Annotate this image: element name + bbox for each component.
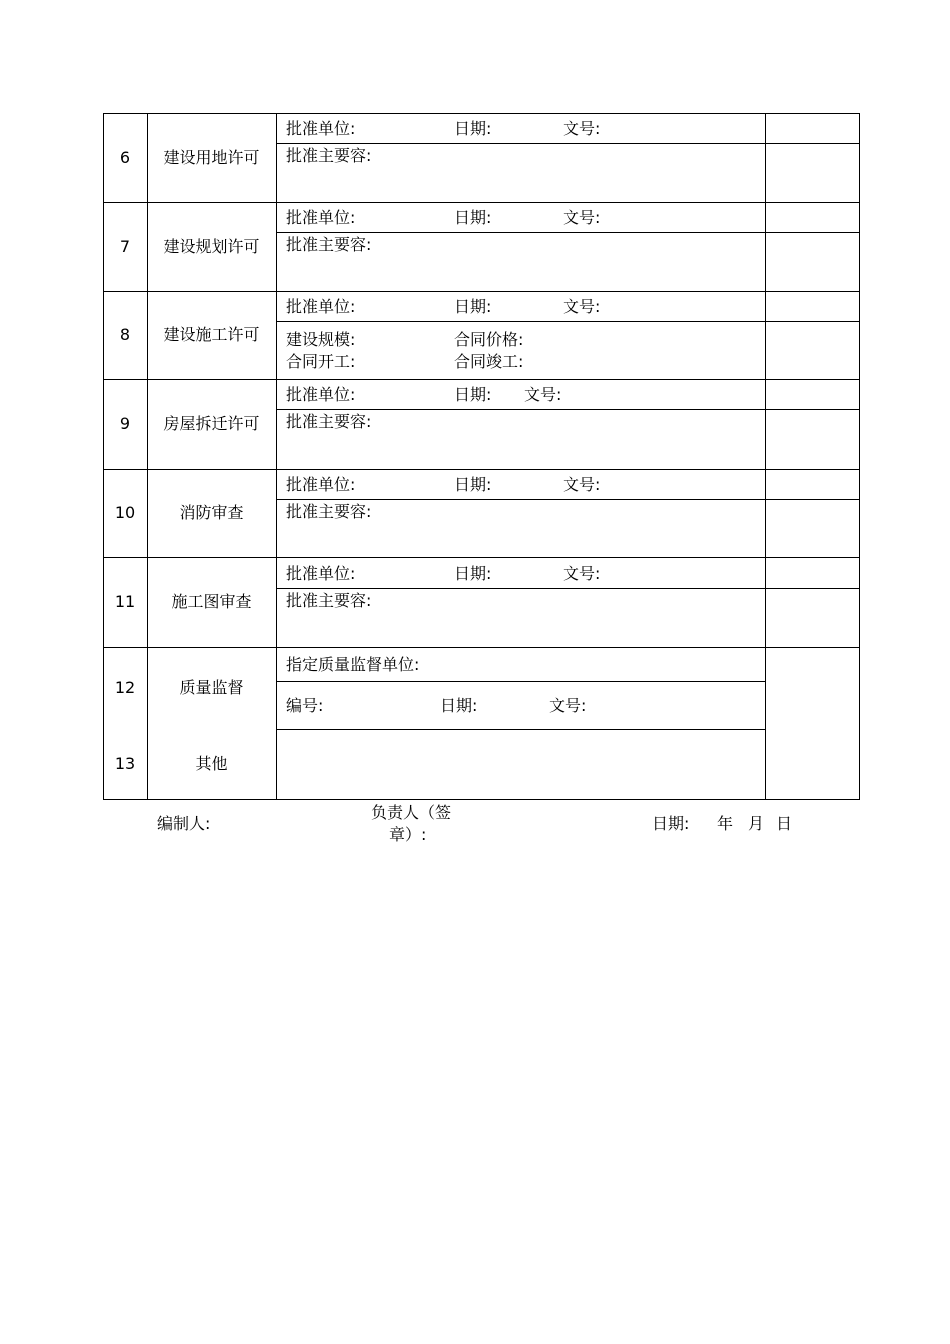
date-label: 日期: bbox=[454, 208, 492, 227]
doc-number-label: 文号: bbox=[549, 696, 587, 715]
subrow-divider bbox=[276, 321, 860, 322]
subrow-divider bbox=[276, 143, 860, 144]
row-number: 12 bbox=[114, 678, 136, 697]
item-name: 建设规划许可 bbox=[163, 236, 260, 256]
item-name: 施工图审查 bbox=[171, 592, 252, 611]
contract-start-label: 合同开工: bbox=[286, 352, 356, 371]
doc-number-label: 文号: bbox=[563, 297, 601, 316]
doc-number-label: 文号: bbox=[563, 208, 601, 227]
approval-unit-label: 批准单位: bbox=[286, 475, 356, 494]
footer-year-label: 年 bbox=[717, 814, 734, 833]
doc-number-label: 文号: bbox=[563, 475, 601, 494]
item-name: 其他 bbox=[195, 754, 228, 773]
approval-content-label: 批准主要容: bbox=[286, 502, 372, 521]
date-label: 日期: bbox=[454, 385, 492, 404]
subrow-divider bbox=[276, 681, 766, 682]
table-border-bottom bbox=[103, 799, 860, 800]
row-number: 11 bbox=[114, 592, 136, 611]
date-label: 日期: bbox=[440, 696, 478, 715]
subrow-divider bbox=[276, 729, 766, 730]
subrow-divider bbox=[276, 232, 860, 233]
row-number: 9 bbox=[119, 414, 131, 433]
quality-supervision-unit-label: 指定质量监督单位: bbox=[286, 655, 420, 674]
approval-table bbox=[103, 113, 860, 800]
table-border-right bbox=[859, 113, 860, 800]
doc-number-label: 文号: bbox=[563, 564, 601, 583]
item-name: 消防审查 bbox=[179, 503, 244, 522]
date-label: 日期: bbox=[454, 297, 492, 316]
approval-content-label: 批准主要容: bbox=[286, 591, 372, 610]
subrow-divider bbox=[276, 588, 860, 589]
date-label: 日期: bbox=[454, 119, 492, 138]
item-name: 建设施工许可 bbox=[163, 325, 260, 344]
row-number: 10 bbox=[114, 503, 136, 522]
contract-price-label: 合同价格: bbox=[454, 330, 524, 349]
approval-unit-label: 批准单位: bbox=[286, 208, 356, 227]
approval-unit-label: 批准单位: bbox=[286, 119, 356, 138]
doc-number-label: 文号: bbox=[524, 385, 562, 404]
serial-number-label: 编号: bbox=[286, 696, 324, 715]
construction-scale-label: 建设规模: bbox=[286, 330, 356, 349]
subrow-divider bbox=[276, 499, 860, 500]
item-name: 建设用地许可 bbox=[163, 147, 260, 167]
col-divider-name bbox=[276, 113, 277, 800]
approval-unit-label: 批准单位: bbox=[286, 385, 356, 404]
subrow-divider bbox=[276, 409, 860, 410]
item-name: 质量监督 bbox=[179, 678, 244, 697]
footer-day-label: 日 bbox=[776, 814, 793, 833]
footer-month-label: 月 bbox=[748, 814, 765, 833]
responsible-label-line2: 章）: bbox=[389, 825, 427, 844]
approval-unit-label: 批准单位: bbox=[286, 297, 356, 316]
row-number: 7 bbox=[119, 236, 131, 256]
row-number: 13 bbox=[114, 754, 136, 773]
col-divider-remark bbox=[765, 113, 766, 800]
approval-content-label: 批准主要容: bbox=[286, 146, 372, 165]
responsible-label-line1: 负责人（签 bbox=[371, 803, 452, 822]
footer-date-label: 日期: bbox=[652, 814, 690, 833]
compiler-label: 编制人: bbox=[157, 814, 211, 833]
contract-completion-label: 合同竣工: bbox=[454, 352, 524, 371]
row-number: 6 bbox=[119, 147, 131, 167]
approval-content-label: 批准主要容: bbox=[286, 412, 372, 431]
row-number: 8 bbox=[119, 325, 131, 344]
approval-content-label: 批准主要容: bbox=[286, 235, 372, 254]
item-name: 房屋拆迁许可 bbox=[163, 414, 260, 433]
date-label: 日期: bbox=[454, 564, 492, 583]
doc-number-label: 文号: bbox=[563, 119, 601, 138]
date-label: 日期: bbox=[454, 475, 492, 494]
approval-unit-label: 批准单位: bbox=[286, 564, 356, 583]
